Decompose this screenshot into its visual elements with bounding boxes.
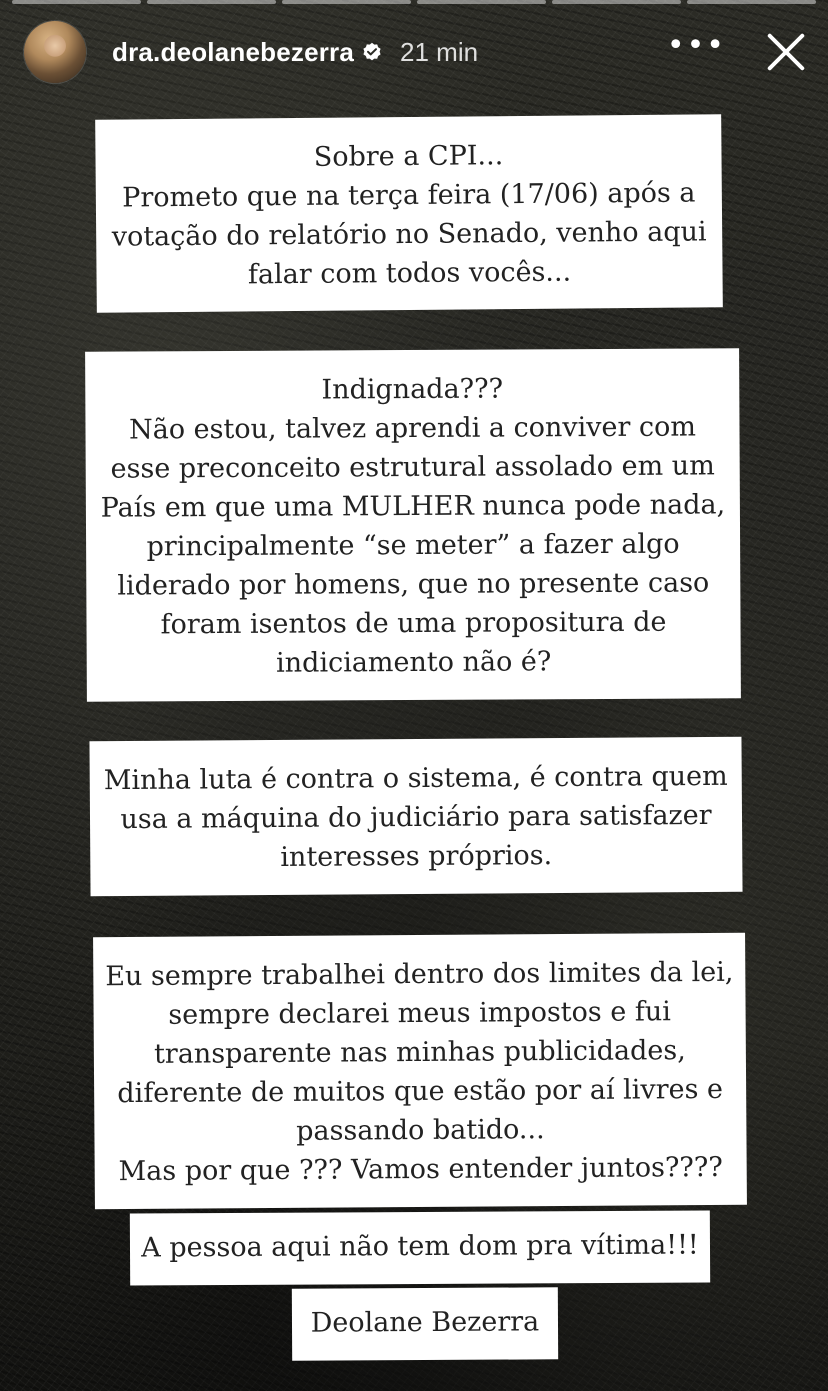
story-text-box: Sobre a CPI... Prometo que na terça feira (17/06) após a votação do relatório no Senado, venho aqui falar com todos vocês... [95,114,723,312]
story-text-box: Indignada??? Não estou, talvez aprendi a conviver com esse preconceito estrutural assolado em um País em que uma MULHER nunca pode nada, principalmente “se meter” a fazer algo liderado por homens, que no presente caso foram isentos de uma propositura de indiciamento não é? [85,348,741,701]
progress-segment [417,0,546,4]
story-text-box: A pessoa aqui não tem dom pra vítima!!! [130,1210,710,1285]
story-text-box: Minha luta é contra o sistema, é contra quem usa a máquina do judiciário para satisfazer interesses próprios. [89,737,742,897]
progress-segment [147,0,276,4]
avatar[interactable] [24,21,86,83]
progress-segment [12,0,141,4]
story-text-box: Eu sempre trabalhei dentro dos limites da lei, sempre declarei meus impostos e fui transparente nas minhas publicidades, diferente de muitos que estão por aí livres e passando batido... Mas por que ??? Vamos entender juntos???? [93,933,747,1210]
progress-segment [282,0,411,4]
username[interactable]: dra.deolanebezerra [112,36,355,67]
post-time: 21 min [400,36,479,67]
progress-segment [687,0,816,4]
close-icon[interactable] [764,30,808,74]
signature-text-box: Deolane Bezerra [292,1287,558,1360]
progress-segment [552,0,681,4]
verified-badge-icon [362,42,382,62]
story-progress-bar [12,0,816,4]
ellipsis-icon[interactable]: ••• [666,28,726,63]
story-header [24,20,808,84]
